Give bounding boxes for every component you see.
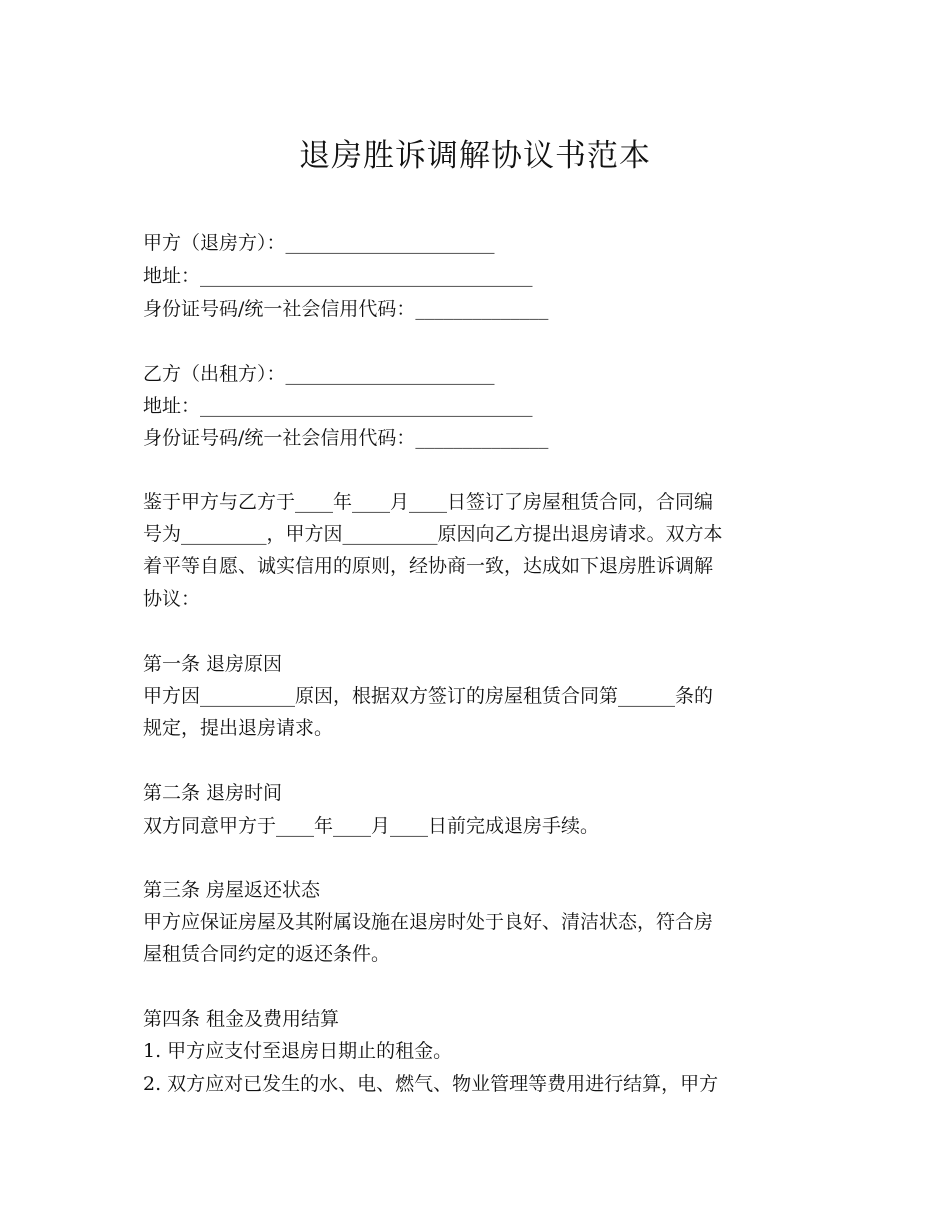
preamble-line: 鉴于甲方与乙方于____年____月____日签订了房屋租赁合同，合同编: [143, 491, 714, 513]
article-1-line: 规定，提出退房请求。: [143, 717, 334, 739]
article-3-heading: 第三条 房屋返还状态: [143, 879, 321, 901]
party-b-address-line: 地址：___________________________________: [143, 395, 533, 417]
article-1-line: 甲方因__________原因，根据双方签订的房屋租赁合同第______条的: [143, 685, 714, 707]
article-1-heading: 第一条 退房原因: [143, 653, 283, 675]
document-title: 退房胜诉调解协议书范本: [299, 138, 651, 174]
article-4-item: 1. 甲方应支付至退房日期止的租金。: [143, 1040, 453, 1062]
article-2-line: 双方同意甲方于____年____月____日前完成退房手续。: [143, 815, 600, 837]
article-2-heading: 第二条 退房时间: [143, 782, 283, 804]
party-a-address-line: 地址：___________________________________: [143, 265, 533, 287]
article-4-item: 2. 双方应对已发生的水、电、燃气、物业管理等费用进行结算，甲方: [143, 1073, 719, 1095]
party-b-name-line: 乙方（出租方）：______________________: [143, 363, 495, 385]
party-a-id-line: 身份证号码/统一社会信用代码：______________: [143, 298, 549, 320]
party-a-name-line: 甲方（退房方）：______________________: [143, 232, 495, 254]
article-4-heading: 第四条 租金及费用结算: [143, 1008, 340, 1030]
article-3-line: 屋租赁合同约定的返还条件。: [143, 943, 391, 965]
preamble-line: 号为_________，甲方因__________原因向乙方提出退房请求。双方本: [143, 523, 723, 545]
preamble-line: 着平等自愿、诚实信用的原则，经协商一致，达成如下退房胜诉调解: [143, 555, 714, 577]
party-b-id-line: 身份证号码/统一社会信用代码：______________: [143, 427, 549, 449]
preamble-line: 协议：: [143, 588, 201, 610]
article-3-line: 甲方应保证房屋及其附属设施在退房时处于良好、清洁状态，符合房: [143, 911, 714, 933]
